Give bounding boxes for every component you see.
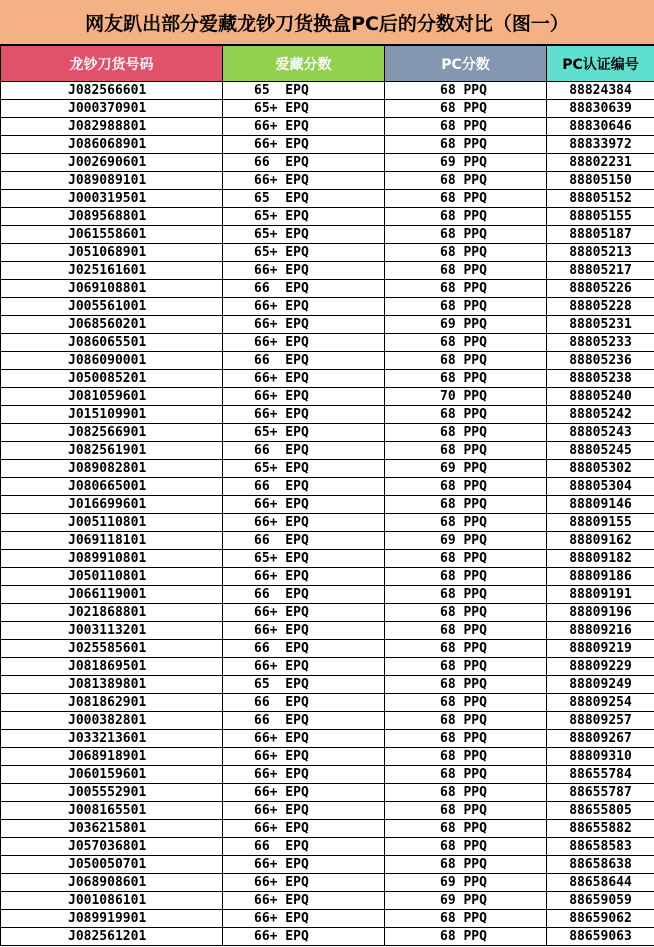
pc-cert-number-cell: 88805152 [547, 190, 654, 208]
table-row [1, 856, 654, 874]
table-row [1, 676, 654, 694]
pc-cert-number-cell: 88805217 [547, 262, 654, 280]
aicang-score-cell: 66+ EPQ [223, 658, 385, 676]
serial-code-cell: J082566601 [1, 82, 223, 100]
table-body [1, 82, 654, 946]
pc-score-cell: 68 PPQ [385, 352, 547, 370]
table-row [1, 352, 654, 370]
pc-cert-number-cell: 88658638 [547, 856, 654, 874]
pc-score-cell: 69 PPQ [385, 154, 547, 172]
pc-cert-number-cell: 88655787 [547, 784, 654, 802]
aicang-score-cell: 66+ EPQ [223, 820, 385, 838]
header-pc-score: PC分数 [385, 46, 547, 82]
table-row [1, 478, 654, 496]
serial-code-cell: J081862901 [1, 694, 223, 712]
serial-code-cell: J050050701 [1, 856, 223, 874]
pc-score-cell: 68 PPQ [385, 406, 547, 424]
table-row [1, 262, 654, 280]
table-row [1, 712, 654, 730]
pc-score-cell: 68 PPQ [385, 910, 547, 928]
pc-score-cell: 68 PPQ [385, 748, 547, 766]
table-row [1, 154, 654, 172]
table-row [1, 82, 654, 100]
pc-cert-number-cell: 88805240 [547, 388, 654, 406]
table-row [1, 838, 654, 856]
pc-score-cell: 68 PPQ [385, 478, 547, 496]
pc-cert-number-cell: 88809162 [547, 532, 654, 550]
table-row [1, 874, 654, 892]
pc-score-cell: 68 PPQ [385, 280, 547, 298]
serial-code-cell: J082561201 [1, 928, 223, 946]
pc-score-cell: 68 PPQ [385, 136, 547, 154]
table-row [1, 496, 654, 514]
serial-code-cell: J068908601 [1, 874, 223, 892]
pc-cert-number-cell: 88658583 [547, 838, 654, 856]
pc-cert-number-cell: 88830646 [547, 118, 654, 136]
pc-score-cell: 70 PPQ [385, 388, 547, 406]
pc-cert-number-cell: 88805226 [547, 280, 654, 298]
header-row [1, 46, 654, 82]
aicang-score-cell: 65+ EPQ [223, 460, 385, 478]
pc-cert-number-cell: 88659062 [547, 910, 654, 928]
pc-cert-number-cell: 88805245 [547, 442, 654, 460]
table-row [1, 622, 654, 640]
aicang-score-cell: 66+ EPQ [223, 136, 385, 154]
table-row [1, 280, 654, 298]
pc-score-cell: 68 PPQ [385, 550, 547, 568]
aicang-score-cell: 66+ EPQ [223, 874, 385, 892]
pc-score-cell: 68 PPQ [385, 712, 547, 730]
aicang-score-cell: 66+ EPQ [223, 118, 385, 136]
table-row [1, 388, 654, 406]
pc-cert-number-cell: 88805155 [547, 208, 654, 226]
aicang-score-cell: 66+ EPQ [223, 910, 385, 928]
table-row [1, 928, 654, 946]
pc-score-cell: 68 PPQ [385, 514, 547, 532]
serial-code-cell: J061558601 [1, 226, 223, 244]
serial-code-cell: J005561001 [1, 298, 223, 316]
aicang-score-cell: 66+ EPQ [223, 406, 385, 424]
table-row [1, 784, 654, 802]
pc-cert-number-cell: 88809191 [547, 586, 654, 604]
pc-cert-number-cell: 88824384 [547, 82, 654, 100]
pc-cert-number-cell: 88805302 [547, 460, 654, 478]
pc-cert-number-cell: 88805236 [547, 352, 654, 370]
pc-cert-number-cell: 88805213 [547, 244, 654, 262]
serial-code-cell: J051068901 [1, 244, 223, 262]
table-row [1, 820, 654, 838]
pc-score-cell: 68 PPQ [385, 262, 547, 280]
pc-cert-number-cell: 88809216 [547, 622, 654, 640]
pc-cert-number-cell: 88830639 [547, 100, 654, 118]
pc-cert-number-cell: 88809249 [547, 676, 654, 694]
pc-score-cell: 68 PPQ [385, 604, 547, 622]
aicang-score-cell: 66+ EPQ [223, 622, 385, 640]
pc-cert-number-cell: 88809267 [547, 730, 654, 748]
aicang-score-cell: 66+ EPQ [223, 730, 385, 748]
aicang-score-cell: 65+ EPQ [223, 100, 385, 118]
pc-score-cell: 68 PPQ [385, 640, 547, 658]
table-row [1, 748, 654, 766]
aicang-score-cell: 66 EPQ [223, 280, 385, 298]
table-row [1, 694, 654, 712]
serial-code-cell: J000319501 [1, 190, 223, 208]
serial-code-cell: J025585601 [1, 640, 223, 658]
pc-cert-number-cell: 88809219 [547, 640, 654, 658]
pc-cert-number-cell: 88805243 [547, 424, 654, 442]
pc-score-cell: 68 PPQ [385, 226, 547, 244]
serial-code-cell: J080665001 [1, 478, 223, 496]
pc-score-cell: 68 PPQ [385, 172, 547, 190]
table-row [1, 136, 654, 154]
table-row [1, 460, 654, 478]
aicang-score-cell: 66+ EPQ [223, 766, 385, 784]
serial-code-cell: J060159601 [1, 766, 223, 784]
serial-code-cell: J069108801 [1, 280, 223, 298]
serial-code-cell: J057036801 [1, 838, 223, 856]
serial-code-cell: J002690601 [1, 154, 223, 172]
serial-code-cell: J081059601 [1, 388, 223, 406]
pc-score-cell: 68 PPQ [385, 586, 547, 604]
aicang-score-cell: 66+ EPQ [223, 298, 385, 316]
pc-cert-number-cell: 88809182 [547, 550, 654, 568]
score-table [0, 45, 654, 946]
pc-cert-number-cell: 88659059 [547, 892, 654, 910]
table-row [1, 172, 654, 190]
aicang-score-cell: 65 EPQ [223, 676, 385, 694]
serial-code-cell: J036215801 [1, 820, 223, 838]
pc-score-cell: 68 PPQ [385, 82, 547, 100]
aicang-score-cell: 66+ EPQ [223, 784, 385, 802]
serial-code-cell: J086065501 [1, 334, 223, 352]
aicang-score-cell: 66 EPQ [223, 478, 385, 496]
pc-cert-number-cell: 88802231 [547, 154, 654, 172]
aicang-score-cell: 66+ EPQ [223, 262, 385, 280]
pc-cert-number-cell: 88805187 [547, 226, 654, 244]
aicang-score-cell: 66+ EPQ [223, 928, 385, 946]
pc-score-cell: 68 PPQ [385, 496, 547, 514]
pc-cert-number-cell: 88659063 [547, 928, 654, 946]
aicang-score-cell: 66 EPQ [223, 352, 385, 370]
table-row [1, 568, 654, 586]
pc-score-cell: 68 PPQ [385, 208, 547, 226]
pc-score-cell: 68 PPQ [385, 118, 547, 136]
serial-code-cell: J021868801 [1, 604, 223, 622]
pc-score-cell: 68 PPQ [385, 928, 547, 946]
table-row [1, 100, 654, 118]
sheet-title: 网友趴出部分爱藏龙钞刀货换盒PC后的分数对比（图一） [0, 0, 654, 45]
table-row [1, 586, 654, 604]
aicang-score-cell: 66 EPQ [223, 838, 385, 856]
pc-score-cell: 68 PPQ [385, 694, 547, 712]
aicang-score-cell: 65+ EPQ [223, 244, 385, 262]
aicang-score-cell: 65+ EPQ [223, 208, 385, 226]
serial-code-cell: J089919901 [1, 910, 223, 928]
serial-code-cell: J005552901 [1, 784, 223, 802]
aicang-score-cell: 66 EPQ [223, 154, 385, 172]
serial-code-cell: J069118101 [1, 532, 223, 550]
table-header [1, 46, 654, 82]
pc-cert-number-cell: 88655784 [547, 766, 654, 784]
pc-cert-number-cell: 88805231 [547, 316, 654, 334]
pc-cert-number-cell: 88805228 [547, 298, 654, 316]
table-row [1, 316, 654, 334]
table-row [1, 298, 654, 316]
pc-cert-number-cell: 88809146 [547, 496, 654, 514]
aicang-score-cell: 66+ EPQ [223, 316, 385, 334]
serial-code-cell: J066119001 [1, 586, 223, 604]
pc-score-cell: 68 PPQ [385, 190, 547, 208]
pc-score-cell: 69 PPQ [385, 316, 547, 334]
pc-score-cell: 68 PPQ [385, 100, 547, 118]
pc-score-cell: 68 PPQ [385, 784, 547, 802]
serial-code-cell: J089910801 [1, 550, 223, 568]
serial-code-cell: J082566901 [1, 424, 223, 442]
pc-cert-number-cell: 88809186 [547, 568, 654, 586]
pc-score-cell: 69 PPQ [385, 874, 547, 892]
serial-code-cell: J089089101 [1, 172, 223, 190]
pc-score-cell: 68 PPQ [385, 820, 547, 838]
pc-cert-number-cell: 88809257 [547, 712, 654, 730]
pc-score-cell: 69 PPQ [385, 532, 547, 550]
aicang-score-cell: 65+ EPQ [223, 550, 385, 568]
pc-score-cell: 68 PPQ [385, 658, 547, 676]
table-row [1, 370, 654, 388]
pc-score-cell: 68 PPQ [385, 442, 547, 460]
pc-score-cell: 68 PPQ [385, 802, 547, 820]
pc-cert-number-cell: 88805242 [547, 406, 654, 424]
pc-cert-number-cell: 88809254 [547, 694, 654, 712]
header-pc-cert-number: PC认证编号 [547, 46, 654, 82]
pc-score-cell: 68 PPQ [385, 244, 547, 262]
aicang-score-cell: 66+ EPQ [223, 514, 385, 532]
header-serial-code: 龙钞刀货号码 [1, 46, 223, 82]
table-row [1, 550, 654, 568]
table-row [1, 730, 654, 748]
serial-code-cell: J086068901 [1, 136, 223, 154]
table-row [1, 406, 654, 424]
serial-code-cell: J089568801 [1, 208, 223, 226]
serial-code-cell: J008165501 [1, 802, 223, 820]
table-row [1, 658, 654, 676]
pc-cert-number-cell: 88805304 [547, 478, 654, 496]
aicang-score-cell: 65+ EPQ [223, 424, 385, 442]
pc-score-cell: 68 PPQ [385, 622, 547, 640]
table-row [1, 640, 654, 658]
pc-score-cell: 68 PPQ [385, 334, 547, 352]
pc-score-cell: 68 PPQ [385, 568, 547, 586]
aicang-score-cell: 66+ EPQ [223, 802, 385, 820]
pc-cert-number-cell: 88809310 [547, 748, 654, 766]
serial-code-cell: J016699601 [1, 496, 223, 514]
serial-code-cell: J086090001 [1, 352, 223, 370]
table-row [1, 532, 654, 550]
table-row [1, 802, 654, 820]
aicang-score-cell: 66 EPQ [223, 640, 385, 658]
table-row [1, 334, 654, 352]
pc-cert-number-cell: 88809196 [547, 604, 654, 622]
serial-code-cell: J050085201 [1, 370, 223, 388]
table-row [1, 226, 654, 244]
table-row [1, 424, 654, 442]
serial-code-cell: J082561901 [1, 442, 223, 460]
serial-code-cell: J068918901 [1, 748, 223, 766]
table-row [1, 514, 654, 532]
serial-code-cell: J089082801 [1, 460, 223, 478]
serial-code-cell: J000382801 [1, 712, 223, 730]
serial-code-cell: J068560201 [1, 316, 223, 334]
table-row [1, 118, 654, 136]
serial-code-cell: J001086101 [1, 892, 223, 910]
serial-code-cell: J081389801 [1, 676, 223, 694]
pc-cert-number-cell: 88805238 [547, 370, 654, 388]
aicang-score-cell: 66 EPQ [223, 532, 385, 550]
pc-score-cell: 68 PPQ [385, 370, 547, 388]
aicang-score-cell: 66+ EPQ [223, 370, 385, 388]
serial-code-cell: J082988801 [1, 118, 223, 136]
aicang-score-cell: 66 EPQ [223, 586, 385, 604]
table-row [1, 766, 654, 784]
aicang-score-cell: 66+ EPQ [223, 604, 385, 622]
pc-score-cell: 68 PPQ [385, 838, 547, 856]
serial-code-cell: J050110801 [1, 568, 223, 586]
aicang-score-cell: 66+ EPQ [223, 172, 385, 190]
aicang-score-cell: 65+ EPQ [223, 226, 385, 244]
table-row [1, 604, 654, 622]
aicang-score-cell: 66+ EPQ [223, 748, 385, 766]
aicang-score-cell: 66+ EPQ [223, 496, 385, 514]
aicang-score-cell: 66+ EPQ [223, 856, 385, 874]
header-aicang-score: 爱藏分数 [223, 46, 385, 82]
serial-code-cell: J015109901 [1, 406, 223, 424]
pc-score-cell: 68 PPQ [385, 424, 547, 442]
aicang-score-cell: 66 EPQ [223, 694, 385, 712]
aicang-score-cell: 66 EPQ [223, 442, 385, 460]
table-row [1, 244, 654, 262]
pc-cert-number-cell: 88655805 [547, 802, 654, 820]
pc-cert-number-cell: 88809229 [547, 658, 654, 676]
aicang-score-cell: 65 EPQ [223, 190, 385, 208]
pc-cert-number-cell: 88805233 [547, 334, 654, 352]
pc-cert-number-cell: 88833972 [547, 136, 654, 154]
pc-score-cell: 68 PPQ [385, 766, 547, 784]
aicang-score-cell: 66+ EPQ [223, 568, 385, 586]
table-row [1, 208, 654, 226]
aicang-score-cell: 66+ EPQ [223, 334, 385, 352]
serial-code-cell: J000370901 [1, 100, 223, 118]
serial-code-cell: J081869501 [1, 658, 223, 676]
pc-score-cell: 68 PPQ [385, 856, 547, 874]
serial-code-cell: J033213601 [1, 730, 223, 748]
pc-cert-number-cell: 88655882 [547, 820, 654, 838]
serial-code-cell: J005110801 [1, 514, 223, 532]
pc-score-cell: 68 PPQ [385, 298, 547, 316]
serial-code-cell: J025161601 [1, 262, 223, 280]
pc-cert-number-cell: 88658644 [547, 874, 654, 892]
table-row [1, 442, 654, 460]
aicang-score-cell: 66 EPQ [223, 712, 385, 730]
pc-cert-number-cell: 88809155 [547, 514, 654, 532]
pc-score-cell: 69 PPQ [385, 460, 547, 478]
pc-score-cell: 68 PPQ [385, 676, 547, 694]
serial-code-cell: J003113201 [1, 622, 223, 640]
table-row [1, 892, 654, 910]
table-row [1, 910, 654, 928]
pc-score-cell: 68 PPQ [385, 730, 547, 748]
pc-score-cell: 69 PPQ [385, 892, 547, 910]
pc-cert-number-cell: 88805150 [547, 172, 654, 190]
table-row [1, 190, 654, 208]
aicang-score-cell: 66+ EPQ [223, 892, 385, 910]
aicang-score-cell: 65 EPQ [223, 82, 385, 100]
aicang-score-cell: 66+ EPQ [223, 388, 385, 406]
